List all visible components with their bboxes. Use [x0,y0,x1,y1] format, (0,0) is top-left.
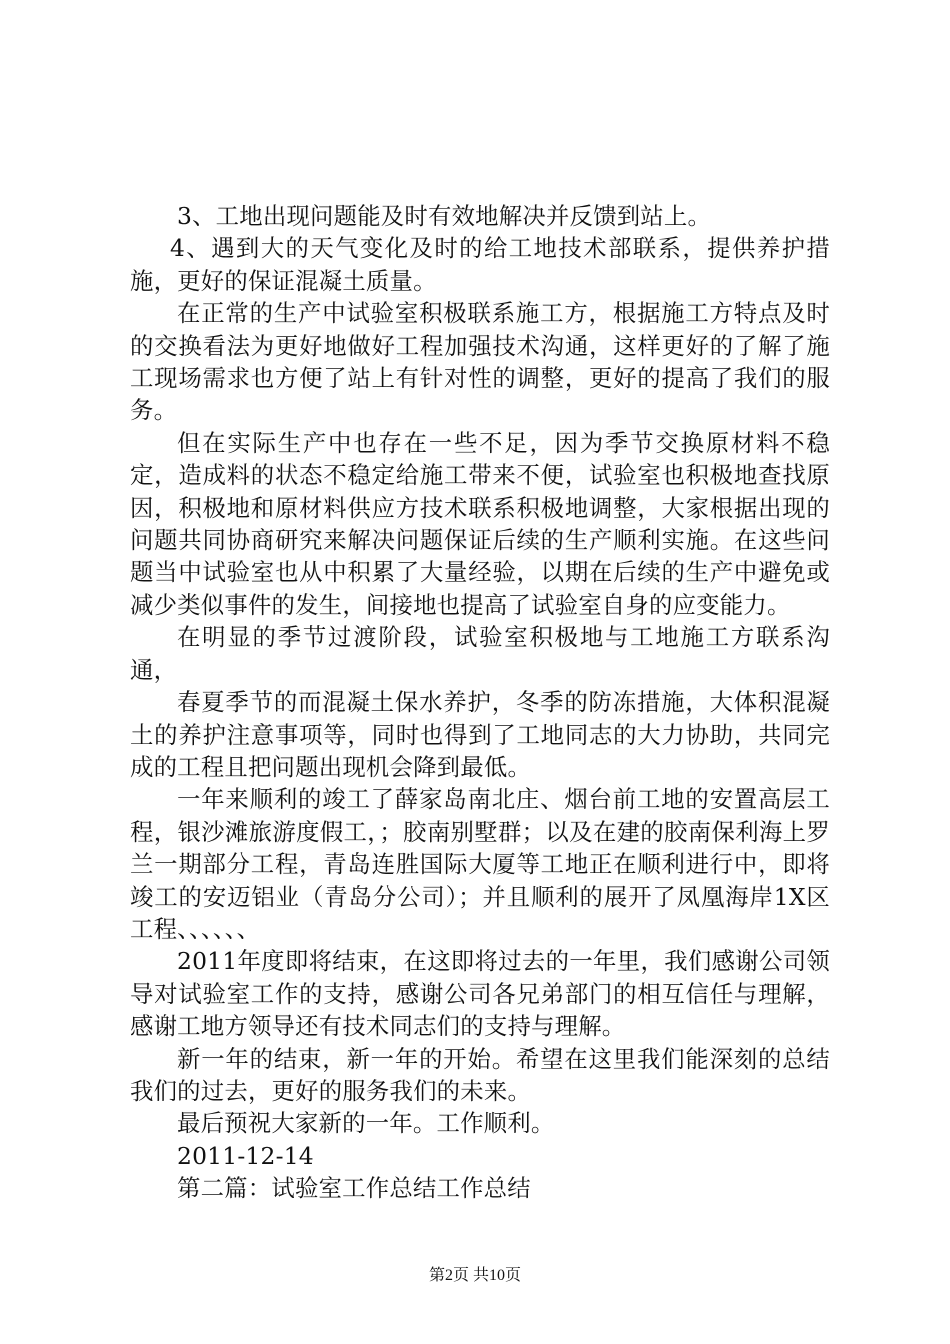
paragraph-communication: 在正常的生产中试验室积极联系施工方，根据施工方特点及时的交换看法为更好地做好工程加强技术沟通，这样更好的了解了施工现场需求也方便了站上有针对性的调整，更好的提高了我们的服务。 [130,299,830,425]
page-footer: 第2页 共10页 [428,1267,521,1284]
document-body [130,200,830,1205]
paragraph-item-3: 3、工地出现问题能及时有效地解决并反馈到站上。 [177,202,712,230]
paragraph-thanks: 2011年度即将结束，在这即将过去的一年里，我们感谢公司领导对试验室工作的支持，感谢公司各兄弟部门的相互信任与理解，感谢工地方领导还有技术同志们的支持与理解。 [130,947,830,1041]
document-date: 2011-12-14 [177,1141,314,1170]
paragraph-season-transition: 在明显的季节过渡阶段，试验室积极地与工地施工方联系沟通， [130,623,830,684]
paragraph-item-4: 4、遇到大的天气变化及时的给工地技术部联系，提供养护措施，更好的保证混凝土质量。 [130,234,830,295]
paragraph-shortcomings: 但在实际生产中也存在一些不足，因为季节交换原材料不稳定，造成料的状态不稳定给施工带来不便，试验室也积极地查找原因，积极地和原材料供应方技术联系积极地调整，大家根据出现的问题共同协商研究来解决问题保证后续的生产顺利实施。在这些问题当中试验室也从中积累了大量经验，以期在后续的生产中避免或减少类似事件的发生，间接地也提高了试验室自身的应变能力。 [130,428,830,619]
paragraph-projects: 一年来顺利的竣工了薛家岛南北庄、烟台前工地的安置高层工程，银沙滩旅游度假工，；胶南别墅群；以及在建的胶南保利海上罗兰一期部分工程，青岛连胜国际大厦等工地正在顺利进行中，即将竣工的安迈铝业（青岛分公司）；并且顺利的展开了凤凰海岸1X区工程、、、、、、 [130,785,830,943]
section-heading: 第二篇：试验室工作总结工作总结 [177,1174,531,1203]
paragraph-new-year: 新一年的结束，新一年的开始。希望在这里我们能深刻的总结我们的过去，更好的服务我们的未来。 [130,1044,830,1105]
paragraph-wishes: 最后预祝大家新的一年。工作顺利。 [177,1109,555,1138]
paragraph-curing-measures: 春夏季节的而混凝土保水养护，冬季的防冻措施，大体积混凝土的养护注意事项等，同时也得到了工地同志的大力协助，共同完成的工程且把问题出现机会降到最低。 [130,688,830,781]
